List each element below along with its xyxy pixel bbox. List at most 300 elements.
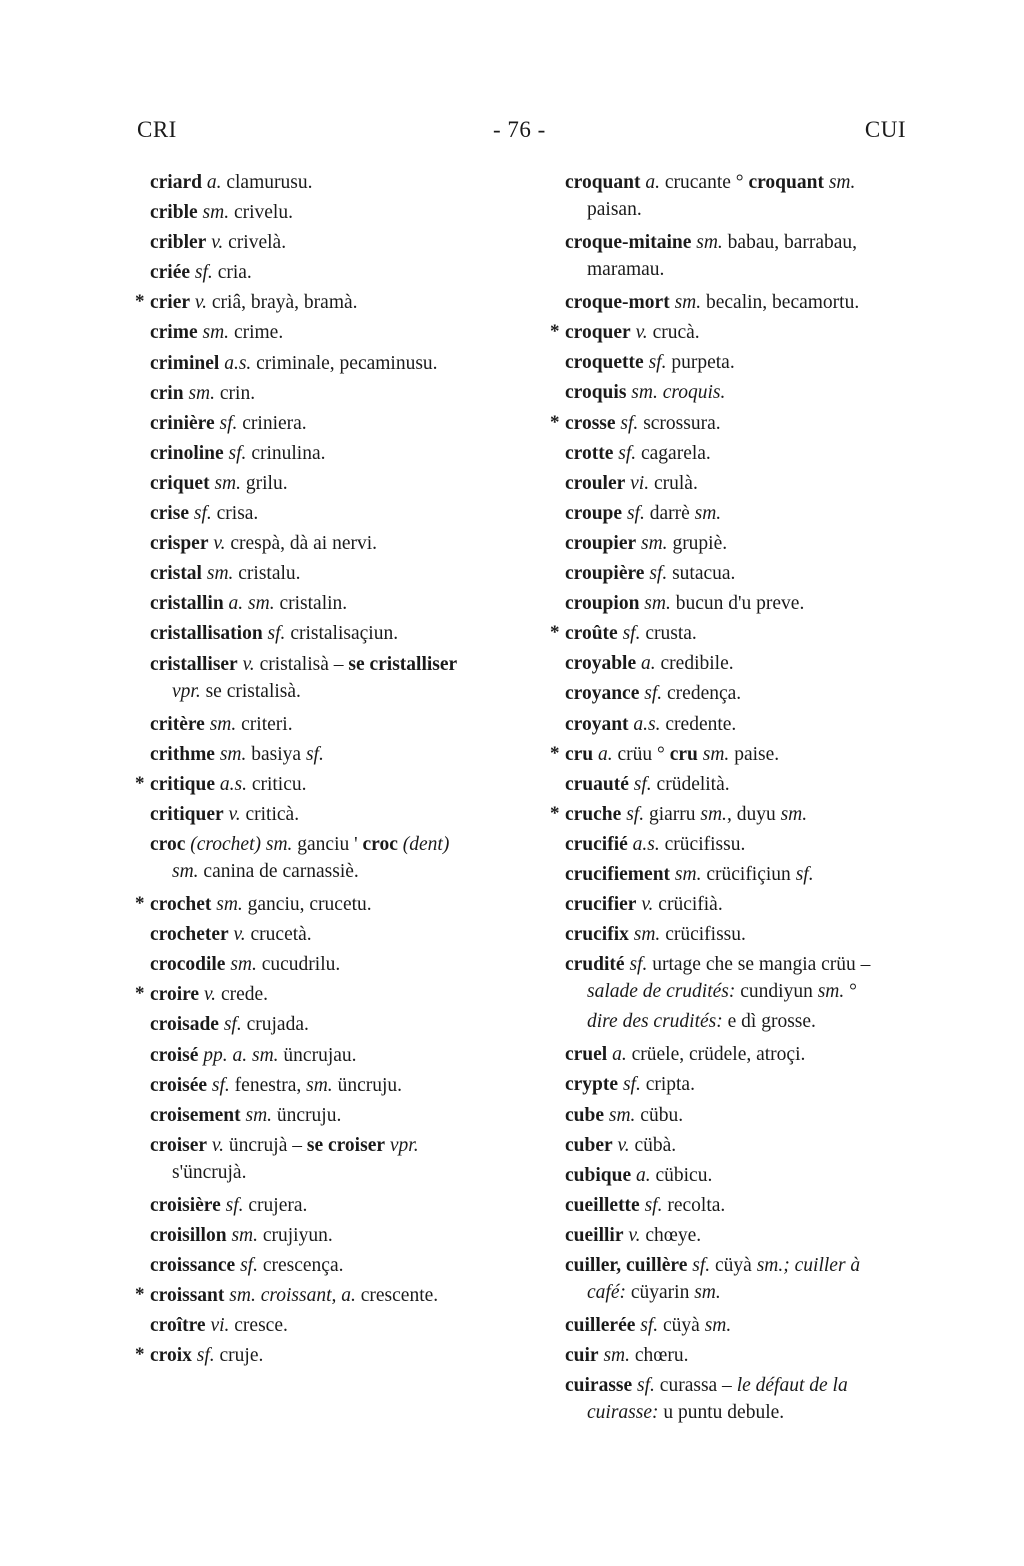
entry-continuation bbox=[565, 1281, 945, 1305]
grammar-label: sm. bbox=[697, 743, 730, 765]
translation-text: cristalisaçiun. bbox=[285, 623, 399, 645]
grammar-label: sf. bbox=[305, 743, 324, 765]
dictionary-entry bbox=[150, 349, 535, 379]
dictionary-entry bbox=[150, 409, 535, 439]
translation-text: criâ, brayà, bramà. bbox=[207, 292, 358, 314]
grammar-label: a.s. bbox=[219, 352, 252, 374]
grammar-label: v. bbox=[630, 322, 648, 344]
grammar-label: (dent) bbox=[397, 833, 450, 855]
headword: crin bbox=[150, 382, 184, 404]
headword: criquet bbox=[150, 472, 210, 494]
headword: croisé bbox=[150, 1044, 199, 1066]
translation-text: crede. bbox=[216, 984, 269, 1006]
headword: croquant bbox=[748, 172, 824, 193]
dictionary-entry bbox=[150, 1101, 535, 1131]
grammar-label: sm. bbox=[694, 1282, 721, 1304]
headword: croisée bbox=[150, 1074, 208, 1096]
dictionary-entry bbox=[565, 920, 945, 950]
translation-text: cripta. bbox=[640, 1074, 695, 1096]
dictionary-entry bbox=[550, 740, 945, 770]
dictionary-entry bbox=[135, 770, 535, 800]
dictionary-entry bbox=[565, 529, 945, 559]
grammar-label: vi. bbox=[205, 1315, 230, 1337]
dictionary-entry bbox=[150, 800, 535, 830]
asterisk-mark: * bbox=[135, 1344, 145, 1366]
dictionary-entry bbox=[150, 559, 535, 589]
headword: crise bbox=[150, 503, 189, 525]
translation-text: babau, barrabau, bbox=[722, 232, 858, 254]
grammar-label: sm. croissant, a. bbox=[224, 1285, 356, 1307]
grammar-label: v. bbox=[199, 984, 217, 1006]
headword: croisement bbox=[150, 1104, 241, 1126]
grammar-label: sm. bbox=[172, 861, 199, 883]
headword: cubique bbox=[565, 1164, 632, 1186]
translation-text: cresce. bbox=[229, 1315, 288, 1337]
headword: croix bbox=[150, 1345, 192, 1367]
grammar-label: vi. bbox=[625, 472, 650, 494]
translation-text: crisa. bbox=[211, 503, 259, 525]
asterisk-mark: * bbox=[135, 291, 145, 313]
translation-text: credença. bbox=[662, 683, 742, 705]
headword: croupière bbox=[565, 563, 645, 585]
grammar-label: sm. bbox=[197, 322, 230, 344]
translation-text: cüyà bbox=[710, 1255, 757, 1276]
grammar-label: vpr. bbox=[172, 680, 201, 702]
translation-text: ° bbox=[844, 981, 857, 1003]
translation-text: crujada. bbox=[241, 1014, 309, 1036]
translation-text: cruje. bbox=[214, 1345, 264, 1367]
dictionary-entry bbox=[150, 920, 535, 950]
grammar-label: dire des crudités: bbox=[587, 1011, 723, 1033]
translation-text: paisan. bbox=[587, 199, 642, 221]
grammar-label: a. bbox=[607, 1044, 627, 1066]
dictionary-entry bbox=[150, 650, 535, 704]
headword: cristal bbox=[150, 563, 202, 585]
dictionary-entry bbox=[150, 1221, 535, 1251]
translation-text: crüele, crüdele, atroçi. bbox=[626, 1044, 806, 1066]
translation-text: cüyarin bbox=[625, 1282, 695, 1304]
grammar-label: sm. bbox=[598, 1345, 630, 1367]
headword: croisade bbox=[150, 1014, 219, 1036]
grammar-label: sf. bbox=[207, 1074, 230, 1096]
headword: cuber bbox=[565, 1134, 613, 1156]
dictionary-entry bbox=[565, 168, 945, 222]
dictionary-entry bbox=[150, 228, 535, 258]
dictionary-entry bbox=[565, 1311, 945, 1341]
translation-text: cria. bbox=[212, 262, 252, 284]
dictionary-entry bbox=[150, 1131, 535, 1185]
grammar-label: sm. bbox=[704, 1315, 732, 1337]
translation-text: curassa – bbox=[654, 1375, 737, 1397]
translation-text: u puntu debule. bbox=[658, 1402, 785, 1424]
translation-text: crujiyun. bbox=[257, 1225, 333, 1246]
headword: crypte bbox=[565, 1074, 619, 1096]
headword: croisière bbox=[150, 1194, 221, 1216]
grammar-label: sf. bbox=[643, 352, 667, 374]
header-right: CUI bbox=[864, 117, 906, 142]
dictionary-entry bbox=[135, 890, 535, 920]
translation-text: grilu. bbox=[241, 472, 288, 494]
headword: croyable bbox=[565, 653, 637, 675]
headword: cristallin bbox=[150, 593, 224, 615]
translation-text: cristalisà – bbox=[254, 653, 349, 675]
translation-text: üncrujà – bbox=[224, 1134, 307, 1156]
translation-text: crivelà. bbox=[223, 232, 287, 254]
grammar-label: a.s. bbox=[627, 833, 660, 855]
translation-text: cüyà bbox=[658, 1315, 705, 1337]
grammar-label: sm. bbox=[226, 1225, 258, 1246]
entry-continuation bbox=[565, 1401, 945, 1425]
translation-text: crucante ° bbox=[660, 172, 749, 193]
translation-text: crusta. bbox=[640, 623, 697, 645]
grammar-label: sf. bbox=[639, 683, 663, 705]
dictionary-entry bbox=[565, 830, 945, 860]
left-column bbox=[135, 168, 535, 1371]
grammar-label: sf. bbox=[624, 954, 648, 976]
headword: crisper bbox=[150, 533, 209, 555]
grammar-label: sm.; cuiller à bbox=[756, 1255, 861, 1276]
dictionary-entry bbox=[565, 1371, 945, 1425]
translation-text: crin. bbox=[215, 382, 256, 404]
grammar-label: sf. bbox=[191, 1345, 215, 1367]
grammar-label: sf. bbox=[190, 262, 213, 284]
headword: crucifié bbox=[565, 833, 628, 855]
entry-continuation bbox=[150, 1161, 535, 1185]
headword: cru bbox=[565, 743, 594, 765]
dictionary-entry bbox=[565, 1040, 945, 1070]
dictionary-entry bbox=[550, 409, 945, 439]
right-column bbox=[550, 168, 945, 1431]
grammar-label: a. bbox=[640, 172, 660, 193]
grammar-label: a. bbox=[201, 172, 222, 193]
translation-text: bucun d'u preve. bbox=[670, 593, 805, 615]
headword: cuirasse bbox=[565, 1375, 633, 1397]
headword: croissant bbox=[150, 1285, 225, 1307]
dictionary-entry bbox=[150, 950, 535, 980]
dictionary-entry bbox=[565, 679, 945, 709]
grammar-label: sm. bbox=[639, 593, 671, 615]
headword: crinière bbox=[150, 412, 215, 434]
headword: cuir bbox=[565, 1345, 599, 1367]
dictionary-entry bbox=[565, 770, 945, 800]
grammar-label: sm. bbox=[823, 172, 856, 193]
translation-text: crüu ° bbox=[612, 743, 670, 765]
translation-text: scrossura. bbox=[638, 412, 721, 434]
dictionary-entry bbox=[150, 830, 535, 884]
dictionary-entry bbox=[150, 529, 535, 559]
grammar-label: le défaut de la bbox=[736, 1375, 848, 1397]
headword: cueillette bbox=[565, 1194, 640, 1216]
entry-continuation bbox=[565, 198, 945, 222]
dictionary-entry bbox=[135, 1341, 535, 1371]
translation-text: crime. bbox=[229, 322, 284, 344]
headword: cribler bbox=[150, 232, 207, 254]
asterisk-mark: * bbox=[135, 1284, 145, 1306]
grammar-label: sm. bbox=[211, 894, 243, 916]
entry-continuation bbox=[565, 1010, 945, 1034]
translation-text: chœru. bbox=[630, 1345, 689, 1367]
dictionary-entry bbox=[150, 168, 535, 198]
headword: croyance bbox=[565, 683, 640, 705]
headword: croquer bbox=[565, 322, 631, 344]
grammar-label: sf. bbox=[628, 773, 652, 795]
dictionary-entry bbox=[565, 950, 945, 1034]
grammar-label: sf. bbox=[635, 1315, 659, 1337]
dictionary-entry bbox=[135, 1281, 535, 1311]
headword: se croiser bbox=[306, 1134, 386, 1156]
translation-text: criticu. bbox=[246, 773, 307, 795]
translation-text: , duyu bbox=[726, 803, 781, 825]
translation-text: crescença. bbox=[257, 1255, 344, 1277]
translation-text: crüdelità. bbox=[651, 773, 730, 795]
grammar-label: a. bbox=[593, 743, 613, 765]
grammar-label: sm. bbox=[691, 232, 723, 254]
translation-text: crücifiçiun bbox=[701, 863, 796, 885]
headword: croûte bbox=[565, 623, 618, 645]
dictionary-entry bbox=[565, 890, 945, 920]
translation-text: criniera. bbox=[237, 412, 307, 434]
translation-text: crespà, dà ai nervi. bbox=[225, 533, 378, 555]
grammar-label: sm. bbox=[669, 292, 702, 314]
headword: crudité bbox=[565, 954, 625, 976]
dictionary-entry bbox=[565, 1251, 945, 1305]
grammar-label: cuirasse: bbox=[587, 1402, 659, 1424]
dictionary-entry bbox=[565, 1161, 945, 1191]
grammar-label: v. bbox=[228, 924, 246, 946]
entry-continuation bbox=[150, 680, 535, 704]
dictionary-entry bbox=[150, 1071, 535, 1101]
dictionary-entry bbox=[150, 740, 535, 770]
headword: criée bbox=[150, 262, 191, 284]
dictionary-entry bbox=[565, 860, 945, 890]
grammar-label: vpr. bbox=[385, 1134, 419, 1156]
translation-text: canina de carnassiè. bbox=[198, 861, 359, 883]
headword: croc bbox=[150, 833, 186, 855]
translation-text: paise. bbox=[729, 743, 780, 765]
headword: cueillir bbox=[565, 1224, 624, 1246]
dictionary-entry bbox=[565, 348, 945, 378]
dictionary-entry bbox=[150, 198, 535, 228]
translation-text: crucetà. bbox=[245, 924, 312, 946]
headword: crocodile bbox=[150, 954, 226, 976]
translation-text: üncruju. bbox=[272, 1104, 342, 1126]
dictionary-entry bbox=[150, 1010, 535, 1040]
headword: crotte bbox=[565, 442, 614, 464]
grammar-label: sf. bbox=[687, 1255, 711, 1276]
headword: cruche bbox=[565, 803, 622, 825]
headword: crouler bbox=[565, 472, 626, 494]
translation-text: cristalu. bbox=[233, 563, 301, 585]
translation-text: cucudrilu. bbox=[256, 954, 341, 976]
translation-text: crucà. bbox=[647, 322, 700, 344]
dictionary-entry bbox=[150, 1251, 535, 1281]
headword: crocheter bbox=[150, 924, 229, 946]
dictionary-entry bbox=[565, 1070, 945, 1100]
grammar-label: v. bbox=[612, 1134, 630, 1156]
translation-text: credente. bbox=[660, 713, 737, 735]
headword: croquant bbox=[565, 172, 641, 193]
dictionary-entry bbox=[565, 1101, 945, 1131]
headword: croupier bbox=[565, 532, 637, 554]
grammar-label: (crochet) sm. bbox=[185, 833, 293, 855]
headword: cube bbox=[565, 1104, 604, 1126]
translation-text: crücifià. bbox=[653, 894, 723, 916]
headword: croque-mitaine bbox=[565, 232, 692, 254]
translation-text: purpeta. bbox=[666, 352, 735, 374]
dictionary-entry bbox=[150, 1041, 535, 1071]
headword: criminel bbox=[150, 352, 220, 374]
translation-text: crescente. bbox=[355, 1285, 439, 1307]
grammar-label: sf. bbox=[613, 442, 637, 464]
grammar-label: sm. bbox=[628, 924, 661, 946]
grammar-label: sf. bbox=[188, 503, 212, 525]
headword: crier bbox=[150, 292, 191, 314]
dictionary-entry bbox=[565, 499, 945, 529]
translation-text: crücifissu. bbox=[660, 924, 746, 946]
headword: crucifier bbox=[565, 894, 637, 916]
asterisk-mark: * bbox=[135, 772, 145, 794]
grammar-label: sm. bbox=[204, 713, 237, 735]
headword: crinoline bbox=[150, 442, 224, 464]
headword: croisillon bbox=[150, 1225, 227, 1246]
translation-text: grupiè. bbox=[667, 532, 728, 554]
grammar-label: sf. bbox=[632, 1375, 655, 1397]
grammar-label: a. bbox=[636, 653, 656, 675]
translation-text: crujera. bbox=[243, 1194, 308, 1216]
asterisk-mark: * bbox=[135, 893, 145, 915]
headword: croissance bbox=[150, 1255, 236, 1277]
headword: se cristalliser bbox=[348, 653, 458, 675]
headword: croiser bbox=[150, 1134, 208, 1156]
dictionary-entry bbox=[150, 379, 535, 409]
grammar-label: café: bbox=[587, 1282, 626, 1304]
dictionary-entry bbox=[150, 258, 535, 288]
entry-continuation bbox=[150, 860, 535, 884]
grammar-label: sf. bbox=[639, 1194, 663, 1216]
headword: crucifiement bbox=[565, 863, 671, 885]
grammar-label: sm. bbox=[225, 954, 257, 976]
grammar-label: sm. bbox=[780, 803, 808, 825]
header-left: CRI bbox=[137, 117, 177, 142]
grammar-label: sf. bbox=[220, 1194, 244, 1216]
dictionary-entry bbox=[565, 649, 945, 679]
grammar-label: a.s. bbox=[628, 713, 661, 735]
grammar-label: pp. a. sm. bbox=[198, 1044, 279, 1066]
asterisk-mark: * bbox=[550, 411, 560, 433]
translation-text: becalin, becamortu. bbox=[701, 292, 860, 314]
translation-text: ganciu ' bbox=[292, 833, 363, 855]
grammar-label: sm. bbox=[694, 502, 722, 524]
grammar-label: sm. bbox=[306, 1074, 333, 1096]
grammar-label: sm. bbox=[201, 563, 234, 585]
grammar-label: sm. bbox=[700, 803, 727, 825]
asterisk-mark: * bbox=[550, 742, 560, 764]
translation-text: cübu. bbox=[635, 1104, 684, 1126]
grammar-label: sf. bbox=[214, 412, 238, 434]
headword: croque-mort bbox=[565, 292, 670, 314]
headword: croître bbox=[150, 1315, 206, 1337]
headword: critique bbox=[150, 773, 215, 795]
headword: criard bbox=[150, 172, 202, 193]
grammar-label: v. bbox=[190, 292, 208, 314]
translation-text: basiya bbox=[246, 743, 306, 765]
grammar-label: sm. bbox=[214, 743, 247, 765]
headword: croire bbox=[150, 984, 200, 1006]
translation-text: cagarela. bbox=[636, 442, 711, 464]
translation-text: crulà. bbox=[649, 472, 698, 494]
translation-text: criminale, pecaminusu. bbox=[251, 352, 438, 374]
translation-text: üncrujau. bbox=[278, 1044, 357, 1066]
grammar-label: sf. bbox=[615, 412, 639, 434]
grammar-label: v. bbox=[206, 232, 224, 254]
translation-text: e dì grosse. bbox=[722, 1011, 816, 1033]
headword: cristalliser bbox=[150, 653, 238, 675]
headword: croupion bbox=[565, 593, 640, 615]
entry-continuation bbox=[565, 258, 945, 282]
grammar-label: sm. croquis. bbox=[626, 382, 726, 404]
headword: croquis bbox=[565, 382, 627, 404]
headword: cruauté bbox=[565, 773, 629, 795]
translation-text: cübà. bbox=[629, 1134, 677, 1156]
dictionary-entry bbox=[150, 710, 535, 740]
translation-text: crücifissu. bbox=[659, 833, 746, 855]
headword: crosse bbox=[565, 412, 616, 434]
translation-text: cundiyun bbox=[735, 981, 818, 1003]
translation-text: giarru bbox=[644, 803, 701, 825]
translation-text: sutacua. bbox=[667, 563, 736, 585]
dictionary-entry bbox=[550, 619, 945, 649]
entry-continuation bbox=[565, 980, 945, 1004]
translation-text: üncruju. bbox=[332, 1074, 403, 1096]
headword: croc bbox=[362, 833, 398, 855]
headword: critiquer bbox=[150, 803, 224, 825]
grammar-label: v. bbox=[623, 1224, 641, 1246]
grammar-label: sf. bbox=[235, 1255, 258, 1277]
dictionary-entry bbox=[565, 1341, 945, 1371]
dictionary-entry bbox=[565, 1131, 945, 1161]
headword: cru bbox=[669, 743, 698, 765]
translation-text: criticà. bbox=[240, 803, 300, 825]
dictionary-entry bbox=[150, 1191, 535, 1221]
headword: critère bbox=[150, 713, 205, 735]
asterisk-mark: * bbox=[550, 802, 560, 824]
headword: croyant bbox=[565, 713, 629, 735]
page-number: - 76 - bbox=[493, 117, 546, 142]
dictionary-entry bbox=[150, 318, 535, 348]
grammar-label: sf. bbox=[223, 442, 247, 464]
translation-text: ganciu, crucetu. bbox=[242, 894, 372, 916]
grammar-label: sm. bbox=[670, 863, 702, 885]
headword: crime bbox=[150, 322, 198, 344]
dictionary-entry bbox=[565, 228, 945, 282]
grammar-label: sm. bbox=[636, 532, 668, 554]
grammar-label: sm. bbox=[183, 382, 215, 404]
grammar-label: sm. bbox=[240, 1104, 273, 1126]
dictionary-entry bbox=[565, 559, 945, 589]
grammar-label: v. bbox=[223, 803, 241, 825]
dictionary-entry bbox=[565, 288, 945, 318]
translation-text: criteri. bbox=[236, 713, 293, 735]
dictionary-entry bbox=[565, 589, 945, 619]
dictionary-entry bbox=[565, 439, 945, 469]
headword: crithme bbox=[150, 743, 215, 765]
translation-text: recolta. bbox=[662, 1194, 726, 1216]
grammar-label: sf. bbox=[262, 623, 286, 645]
headword: croupe bbox=[565, 502, 623, 524]
dictionary-entry bbox=[565, 378, 945, 408]
dictionary-entry bbox=[135, 288, 535, 318]
dictionary-entry bbox=[150, 469, 535, 499]
